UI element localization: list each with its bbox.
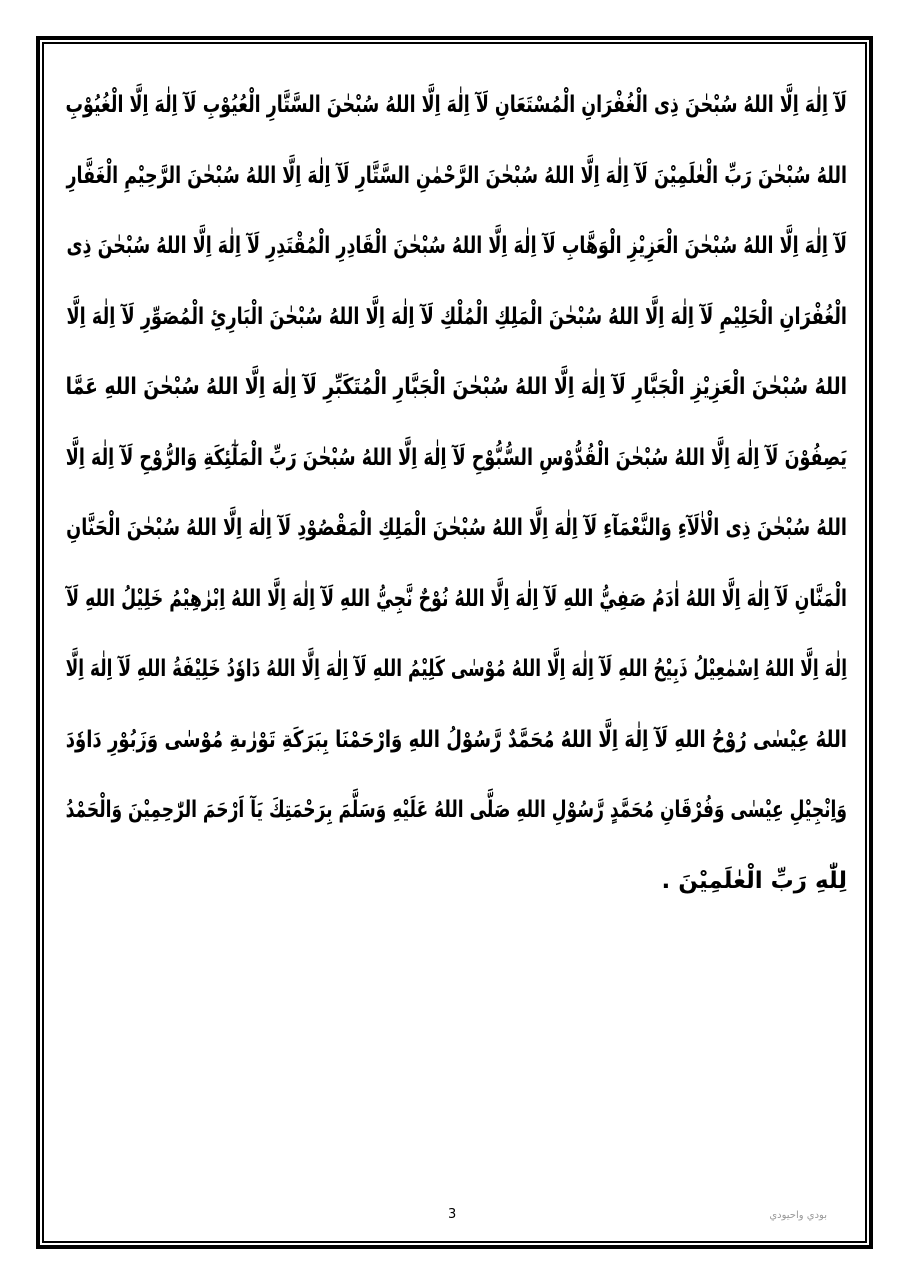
text-line: يَصِفُوْنَ لَآ اِلٰهَ اِلَّا اللهُ سُبْحٰنَ الْقُدُّوْسِ السُّبُّوْحِ لَآ اِلٰهَ اِلَّا اللهُ سُبْحٰنَ رَبِّ الْمَلٰٓئِكَةِ وَالرُّوْحِ لَآ اِلٰهَ اِلَّا	[65, 444, 847, 471]
text-line: الْمَنَّانِ لَآ اِلٰهَ اِلَّا اللهُ اٰدَمُ صَفِيُّ اللهِ لَآ اِلٰهَ اِلَّا اللهُ نُوْحٌ نَّجِيُّ اللهِ لَآ اِلٰهَ اِلَّا اللهُ اِبْرٰهِيْمُ خَلِيْلُ اللهِ لَآ	[66, 585, 847, 612]
text-line: لَآ اِلٰهَ اِلَّا اللهُ سُبْحٰنَ ذِى الْغُفْرَانِ الْمُسْتَعَانِ لَآ اِلٰهَ اِلَّا اللهُ سُبْحٰنَ السَّتَّارِ الْعُيُوْبِ لَآ اِلٰهَ اِلَّا الْغُيُوْبِ	[65, 92, 847, 118]
text-line: الْغُفْرَانِ الْحَلِيْمِ لَآ اِلٰهَ اِلَّا اللهُ سُبْحٰنَ الْمَلِكِ الْمُلْكِ لَآ اِلٰهَ اِلَّا اللهُ سُبْحٰنَ الْبَارِئِ الْمُصَوِّرِ لَآ اِلٰهَ اِلَّا	[66, 303, 847, 330]
text-line-final: لِلّٰهِ رَبِّ الْعٰلَمِيْنَ .	[661, 867, 847, 894]
text-line: اللهُ سُبْحٰنَ رَبِّ الْعٰلَمِيْنَ لَآ اِلٰهَ اِلَّا اللهُ سُبْحٰنَ الرَّحْمٰنِ السَّتَّارِ لَآ اِلٰهَ اِلَّا اللهُ سُبْحٰنَ الرَّحِيْمِ الْغَفَّارِ	[66, 162, 847, 189]
page-number: 3	[448, 1207, 457, 1222]
text-line: اللهُ سُبْحٰنَ ذِى الْاٰلَآءِ وَالنَّعْمَآءِ لَآ اِلٰهَ اِلَّا اللهُ سُبْحٰنَ الْمَلِكِ الْمَقْصُوْدِ لَآ اِلٰهَ اِلَّا اللهُ سُبْحٰنَ الْحَنَّانِ	[66, 515, 848, 541]
footer-author: بودي واحيودي	[769, 1210, 827, 1221]
text-line: لَآ اِلٰهَ اِلَّا اللهُ سُبْحٰنَ الْعَزِيْزِ الْوَهَّابِ لَآ اِلٰهَ اِلَّا اللهُ سُبْحٰنَ الْقَادِرِ الْمُقْتَدِرِ لَآ اِلٰهَ اِلَّا اللهُ سُبْحٰنَ ذِى	[66, 233, 847, 259]
text-line: اِلٰهَ اِلَّا اللهُ اِسْمٰعِيْلُ ذَبِيْحُ اللهِ لَآ اِلٰهَ اِلَّا اللهُ مُوْسٰى كَلِيْمُ اللهِ لَآ اِلٰهَ اِلَّا اللهُ دَاوٗدُ خَلِيْفَةُ اللهِ لَآ اِلٰهَ اِلَّا	[65, 656, 848, 682]
document-body	[66, 70, 847, 916]
text-line: اللهُ عِيْسٰى رُوْحُ اللهِ لَآ اِلٰهَ اِلَّا اللهُ مُحَمَّدٌ رَّسُوْلُ اللهِ وَارْحَمْنَا بِبَرَكَةِ تَوْرٰىةِ مُوْسٰى وَزَبُوْرِ دَاوٗدَ	[65, 726, 847, 753]
text-line: اللهُ سُبْحٰنَ الْعَزِيْزِ الْجَبَّارِ لَآ اِلٰهَ اِلَّا اللهُ سُبْحٰنَ الْجَبَّارِ الْمُتَكَبِّرِ لَآ اِلٰهَ اِلَّا اللهُ سُبْحٰنَ اللهِ عَمَّا	[65, 374, 847, 400]
text-line: وَاِنْجِيْلِ عِيْسٰى وَفُرْقَانِ مُحَمَّدٍ رَّسُوْلِ اللهِ صَلَّى اللهُ عَلَيْهِ وَسَلَّمَ بِرَحْمَتِكَ يَآ اَرْحَمَ الرّٰحِمِيْنَ وَالْحَمْدُ	[65, 797, 848, 823]
